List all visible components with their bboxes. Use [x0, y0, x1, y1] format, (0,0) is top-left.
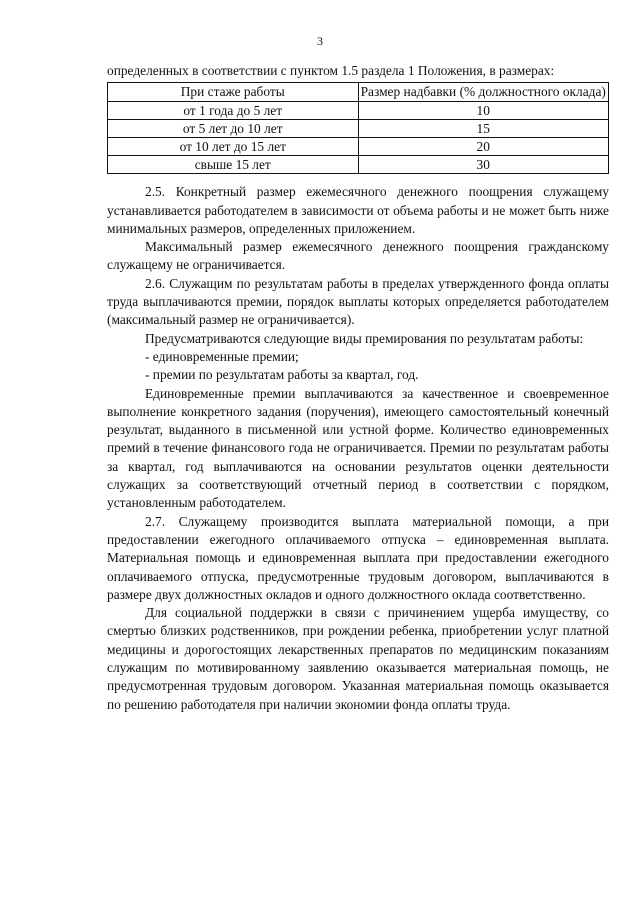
column-header-seniority: При стаже работы [108, 83, 359, 102]
table-row [108, 156, 609, 174]
table-header-row [108, 83, 609, 102]
table-row [108, 138, 609, 156]
intro-paragraph: определенных в соответствии с пунктом 1.5 раздела 1 Положения, в размерах: [107, 63, 555, 78]
table-cell-seniority: от 5 лет до 10 лет [108, 120, 359, 138]
bullet-one-time-bonuses: - единовременные премии; [145, 348, 299, 364]
table-row [108, 102, 609, 120]
table-cell-seniority: от 1 года до 5 лет [108, 102, 359, 120]
page-number: 3 [317, 34, 323, 48]
paragraph-2-6-bonus-kinds: Предусматриваются следующие виды премирования по результатам работы: [145, 330, 584, 346]
table-cell-bonus: 10 [358, 102, 609, 120]
paragraph-2-6-one-time: Единовременные премии выплачиваются за качественное и своевременное выполнение конкретного задания (поручения), имеющего самостоятельный конечный результат, выданного в письменной или устной форме. Количество единовременных премий в течение финансового года не ограничивается. Премии по результатам работы за квартал, год выплачиваются на основании результатов оценки деятельности служащих за соответствующий отчетный период в соответствии с порядком, установленным работодателем. [107, 385, 609, 511]
seniority-bonus-table [107, 82, 609, 174]
bullet-quarterly-bonuses: - премии по результатам работы за квартал, год. [145, 367, 419, 383]
paragraph-2-7-social-support: Для социальной поддержки в связи с причинением ущерба имуществу, со смертью близких родственников, при рождении ребенка, приобретении услуг платной медицины и дорогостоящих лекарственных препаратов по медицинским показаниям служащим по мотивированному заявлению оказывается материальная помощь, не предусмотренная трудовым договором. Указанная материальная помощь оказывается по решению работодателя при наличии экономии фонда оплаты труда. [107, 605, 609, 712]
paragraph-2-7: 2.7. Служащему производится выплата материальной помощи, а при предоставлении ежегодного оплачиваемого отпуска – единовременная выплата. Материальная помощь и единовременная выплата при предоставлении ежегодного оплачиваемого отпуска, предусмотренные трудовым договором, выплачиваются в размере двух должностных окладов и одного должностного оклада соответственно. [107, 513, 609, 602]
bonus-header-text: Размер надбавки (% должностного оклада) [360, 84, 606, 100]
paragraph-2-6: 2.6. Служащим по результатам работы в пределах утвержденного фонда оплаты труда выплачиваются премии, порядок выплаты которых определяется работодателем (максимальный размер не ограничивается). [107, 275, 609, 328]
table-cell-bonus: 20 [358, 138, 609, 156]
table-row [108, 120, 609, 138]
paragraph-2-5: 2.5. Конкретный размер ежемесячного денежного поощрения служащему устанавливается работодателем в зависимости от объема работы и не может быть ниже минимальных размеров, определенных приложением. [107, 184, 609, 236]
table-cell-bonus: 30 [358, 156, 609, 174]
paragraph-2-5-maximum: Максимальный размер ежемесячного денежного поощрения гражданскому служащему не ограничивается. [107, 239, 609, 273]
table-cell-seniority: свыше 15 лет [108, 156, 359, 174]
table-cell-seniority: от 10 лет до 15 лет [108, 138, 359, 156]
column-header-bonus [358, 83, 609, 102]
document-body [107, 62, 609, 714]
table-cell-bonus: 15 [358, 120, 609, 138]
